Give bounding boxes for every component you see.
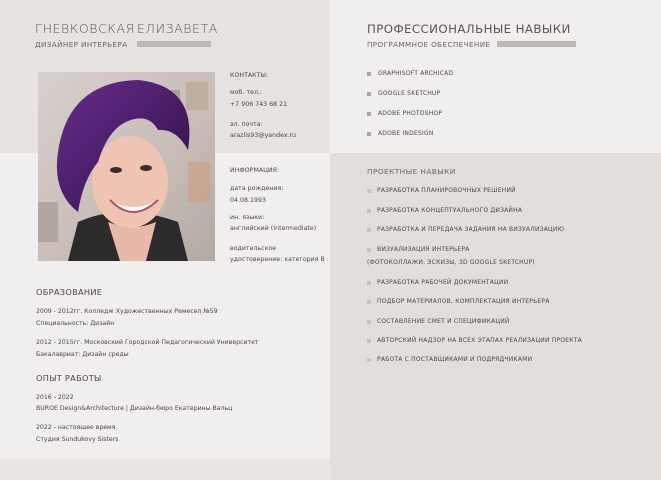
project-bullet xyxy=(367,339,371,343)
phone-label: моб. тел.: xyxy=(230,89,263,96)
email-value: arazlis93@yandex.ru xyxy=(230,132,297,139)
skills-heading: ПРОФЕССИОНАЛЬНЫЕ НАВЫКИ xyxy=(367,22,571,36)
software-item: ADOBE INDESIGN xyxy=(378,130,434,137)
project-item: ВИЗУАЛИЗАЦИЯ ИНТЕРЬЕРА xyxy=(377,246,470,253)
education-item-1-line2: Специальность: Дизайн xyxy=(36,320,115,327)
education-item-2-line1: 2012 - 2015гг. Московский Городской Педагогический Университет xyxy=(36,339,259,346)
project-bullet xyxy=(367,281,371,285)
project-item-note: (ФОТОКОЛЛАЖИ, ЭСКИЗЫ, 3D GOOGLE SKETCHUP) xyxy=(367,259,535,266)
project-item: СОСТАВЛЕНИЕ СМЕТ И СПЕЦИФИКАЦИЙ xyxy=(377,318,510,325)
experience-item-2-line1: 2022 - настоящее время xyxy=(36,424,116,431)
experience-item-2-line2: Студия Sundukovy Sisters xyxy=(36,436,119,443)
project-bullet xyxy=(367,228,371,232)
right-bottom-panel xyxy=(330,153,661,480)
experience-item-1-line1: 2016 - 2022 xyxy=(36,394,74,401)
job-title: ДИЗАЙНЕР ИНТЕРЬЕРА xyxy=(35,40,128,49)
project-bullet xyxy=(367,189,371,193)
project-bullet xyxy=(367,358,371,362)
project-bullet xyxy=(367,209,371,213)
profile-photo xyxy=(38,72,215,261)
license-value: удостоверение: категория B xyxy=(230,256,325,263)
email-label: эл. почта: xyxy=(230,121,263,128)
languages-label: ин. языки: xyxy=(230,214,265,221)
education-item-1-line1: 2009 - 2012гг. Колледж Художественных Ремесел №59 xyxy=(36,308,218,315)
phone-value: +7 906 743 68 21 xyxy=(230,101,288,108)
software-item: GOOGLE SKETCHUP xyxy=(378,90,441,97)
project-item: РАЗРАБОТКА ПЛАНИРОВОЧНЫХ РЕШЕНИЙ xyxy=(377,187,516,194)
project-bullet xyxy=(367,248,371,252)
software-bullet xyxy=(367,132,371,136)
education-heading: ОБРАЗОВАНИЕ xyxy=(36,287,103,297)
software-bullet xyxy=(367,72,371,76)
software-bullet xyxy=(367,112,371,116)
info-heading: ИНФОРМАЦИЯ: xyxy=(230,167,280,174)
project-skills-heading: ПРОЕКТНЫЕ НАВЫКИ xyxy=(367,167,456,176)
education-item-2-line2: Бакалавриат: Дизайн среды xyxy=(36,351,129,358)
experience-heading: ОПЫТ РАБОТЫ xyxy=(36,373,102,383)
person-first-name: ГНЕВКОВСКАЯ xyxy=(35,21,135,36)
software-heading: ПРОГРАММНОЕ ОБЕСПЕЧЕНИЕ xyxy=(367,40,491,49)
project-item: АВТОРСКИЙ НАДЗОР НА ВСЕХ ЭТАПАХ РЕАЛИЗАЦИИ ПРОЕКТА xyxy=(377,337,582,344)
experience-item-1-line2: BUROE Design&Architecture | Дизайн-бюро Екатерины Вальц xyxy=(36,405,233,412)
project-item: РАБОТА С ПОСТАВЩИКАМИ И ПОДРЯДЧИКАМИ xyxy=(377,356,533,363)
languages-value: английский (Intermediate) xyxy=(230,225,317,232)
title-underline-bar xyxy=(137,41,211,47)
software-item: GRAPHISOFT ARCHICAD xyxy=(378,70,454,77)
project-bullet xyxy=(367,300,371,304)
project-bullet xyxy=(367,320,371,324)
project-item: ПОДБОР МАТЕРИАЛОВ, КОМПЛЕКТАЦИЯ ИНТЕРЬЕРА xyxy=(377,298,550,305)
license-label: водительское xyxy=(230,245,277,252)
project-item: РАЗРАБОТКА И ПЕРЕДАЧА ЗАДАНИЯ НА ВИЗУАЛИЗАЦИЮ xyxy=(377,226,565,233)
project-item: РАЗРАБОТКА РАБОЧЕЙ ДОКУМЕНТАЦИИ xyxy=(377,279,509,286)
project-item: РАЗРАБОТКА КОНЦЕПТУАЛЬНОГО ДИЗАЙНА xyxy=(377,207,523,214)
software-item: ADOBE PHOTOSHOP xyxy=(378,110,443,117)
software-bullet xyxy=(367,92,371,96)
person-last-name: ЕЛИЗАВЕТА xyxy=(137,21,218,36)
software-underline-bar xyxy=(497,41,576,47)
dob-value: 04.08.1993 xyxy=(230,197,266,204)
dob-label: дата рождения: xyxy=(230,185,284,192)
contacts-heading: КОНТАКТЫ: xyxy=(230,72,269,79)
